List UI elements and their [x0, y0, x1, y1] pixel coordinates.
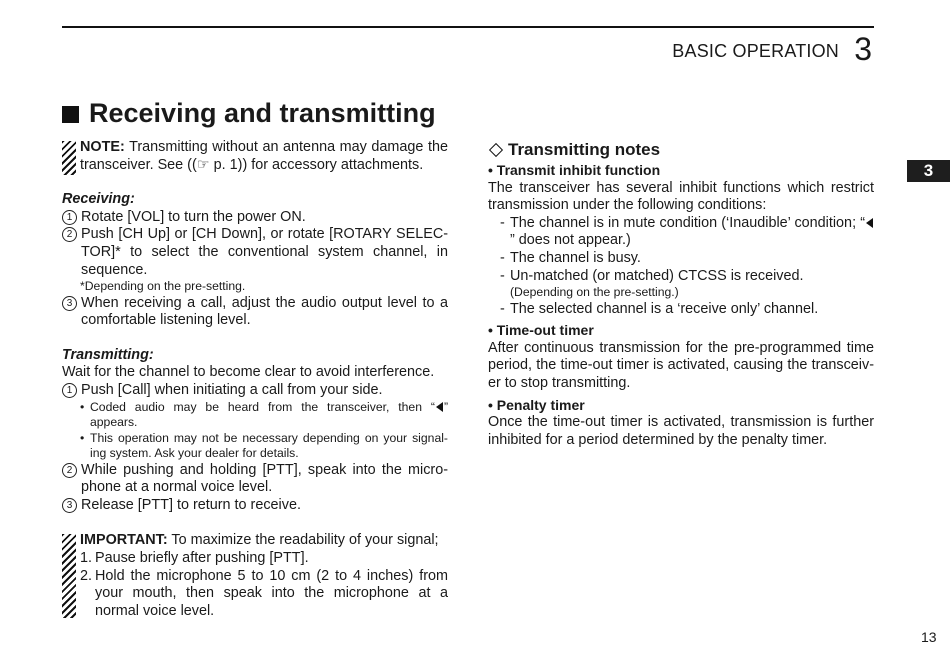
transmitting-step — [62, 497, 448, 515]
square-bullet-icon — [62, 106, 79, 123]
penalty-text: Once the time-out timer is activated, transmission is further inhibited for a period determined by the penalty timer. — [488, 414, 874, 448]
condition-text: The channel is busy. — [510, 249, 641, 266]
ctcss-note: (Depending on the pre-setting.) — [510, 285, 679, 300]
section-label: BASIC OPERATION — [672, 41, 839, 61]
step-text: When receiving a call, adjust the audio output level to a comfortable listening level. — [81, 294, 448, 329]
step-number: 1 — [62, 383, 77, 398]
step-text: Push [Call] when initiating a call from your side. — [81, 382, 383, 399]
sub-bullet: • Coded audio may be heard from the transceiver, then “ ” appears. — [80, 399, 448, 430]
item-text: Pause briefly after pushing [PTT]. — [95, 550, 309, 566]
presetting-note: *Depending on the pre-setting. — [80, 279, 246, 294]
condition-text: The selected channel is a ‘receive only’ channel. — [510, 300, 819, 317]
step-text: While pushing and holding [PTT], speak into the micro-phone at a normal voice level. — [81, 461, 448, 496]
chapter-tab: 3 — [907, 160, 950, 182]
section-number: 3 — [854, 31, 872, 67]
item-text: Hold the microphone 5 to 10 cm (2 to 4 inches) from your mouth, then speak into the microphone at a normal voice level. — [95, 567, 448, 619]
diamond-icon — [489, 143, 503, 157]
page-number: 13 — [921, 629, 937, 645]
step-number: 3 — [62, 498, 77, 513]
condition-item: - The channel is in mute condition (‘Inaudible’ condition; “” does not appear.) — [488, 215, 874, 250]
left-column — [62, 139, 448, 620]
condition-item: - The selected channel is a ‘receive only’ channel. — [488, 301, 874, 319]
condition-text: ” does not appear.) — [510, 232, 631, 249]
right-column — [488, 140, 874, 449]
condition-item: - Un-matched (or matched) CTCSS is received. — [488, 268, 874, 286]
transmitting-heading: Transmitting: — [62, 346, 154, 363]
receiving-heading: Receiving: — [62, 191, 135, 208]
step-number: 2 — [62, 463, 77, 478]
speaker-icon — [866, 218, 873, 228]
receiving-step — [62, 209, 448, 227]
note-block — [62, 139, 448, 174]
note-text: Transmitting without an antenna may damage the transceiver. See ((☞ p. 1)) for accessory attachments. — [80, 139, 448, 173]
condition-item: - The channel is busy. — [488, 250, 874, 268]
condition-text: Un-matched (or matched) CTCSS is received. — [510, 267, 804, 284]
important-text: To maximize the readability of your signal; — [167, 532, 439, 549]
page-title: Receiving and transmitting — [89, 98, 436, 128]
condition-text: The channel is in mute condition (‘Inaudible’ condition; “ — [510, 214, 865, 231]
transmitting-step — [62, 382, 448, 400]
speaker-icon — [436, 402, 443, 412]
transmitting-substeps — [62, 400, 448, 462]
transmitting-notes-heading — [488, 140, 874, 160]
step-text: Rotate [VOL] to turn the power ON. — [81, 208, 306, 225]
sub-bullet-text: Coded audio may be heard from the transceiver, then “ — [90, 399, 435, 414]
important-item — [80, 550, 448, 568]
timeout-text: After continuous transmission for the pre-programmed time period, the time-out timer is activated, causing the transceiv-er to stop transmitting. — [488, 339, 874, 392]
step-text: Release [PTT] to return to receive. — [81, 496, 301, 513]
item-number: 2. — [80, 567, 93, 584]
step-text: Push [CH Up] or [CH Down], or rotate [ROTARY SELEC-TOR]* to select the conventional system channel, in sequence. — [81, 226, 448, 278]
sub-bullet: • This operation may not be necessary depending on your signal-ing system. Ask your dealer for details. — [80, 430, 448, 461]
important-block — [62, 532, 448, 620]
penalty-heading: • Penalty timer — [488, 396, 585, 413]
receiving-step — [62, 295, 448, 330]
note-label: NOTE: — [80, 139, 125, 155]
transmitting-step — [62, 462, 448, 497]
step-number: 2 — [62, 227, 77, 242]
page-title-row — [62, 98, 436, 129]
header-rule — [62, 26, 874, 28]
inhibit-heading: • Transmit inhibit function — [488, 162, 661, 178]
important-item — [80, 568, 448, 621]
inhibit-text: The transceiver has several inhibit functions which restrict transmission under the following conditions: — [488, 179, 874, 214]
heading-text: Transmitting notes — [508, 140, 661, 159]
transmitting-intro: Wait for the channel to become clear to avoid interference. — [62, 364, 435, 381]
step-number: 3 — [62, 296, 77, 311]
item-number: 1. — [80, 550, 93, 566]
caution-hatch-icon — [62, 141, 76, 175]
caution-hatch-icon — [62, 534, 76, 618]
timeout-heading: • Time-out timer — [488, 322, 594, 339]
receiving-step — [62, 226, 448, 279]
sub-bullet-text: This operation may not be necessary depending on your signal-ing system. Ask your dealer for details. — [90, 430, 448, 461]
step-number: 1 — [62, 210, 77, 225]
sub-bullet-text: ” appears. — [90, 399, 448, 430]
important-label: IMPORTANT: — [80, 532, 168, 549]
